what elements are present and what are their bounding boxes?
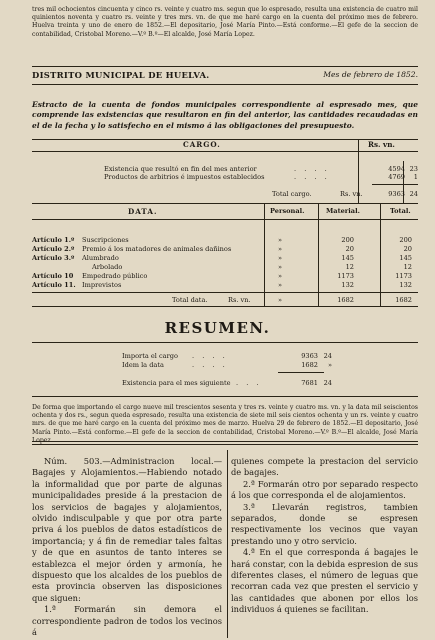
cargo-row-label: Existencia que resultó en fin del mes anterior: [104, 165, 257, 173]
article-left-column: [32, 456, 222, 639]
table-rule: [32, 306, 418, 307]
article-intro: Núm. 503.—Administracion local.—Bagajes y Alojamientos.—Habiendo notado la informalidad que por parte de algunas municipalidades preside á la prestacion de los servicios de bagajes y alojamientos, olvido indisculpable y que por otra parte priva á los pueblos de datos estadísticos de importancia; y á fin de remediar tales faltas y de que en asuntos de tanto interes se establezca el mejor órden y armonía, he dispuesto que los alcaldes de los pueblos de esta provincia observen las disposiciones que siguen:: [32, 456, 222, 603]
cargo-total-cents: 24: [409, 190, 418, 198]
resumen-cents: 24: [323, 352, 332, 360]
article-concept: Imprevistos: [82, 281, 122, 289]
cargo-row-label: Productos de arbitrios é impuestos establecidos: [104, 173, 265, 181]
divider: [32, 66, 418, 67]
resumen-title: RESUMEN.: [164, 319, 271, 337]
article-concept: Alumbrado: [82, 254, 119, 262]
cargo-heading: CARGO.: [183, 140, 221, 149]
total-value: 132: [399, 281, 412, 289]
cargo-total-amount: 9363: [388, 190, 405, 198]
table-row: [32, 272, 418, 280]
table-rule: [32, 203, 418, 204]
article-concept: Premio á los matadores de animales dañinos: [82, 245, 232, 253]
personal-value: »: [277, 281, 283, 289]
article-concept: Empedrado público: [82, 272, 148, 280]
material-value: 132: [341, 281, 354, 289]
table-row: [32, 236, 418, 244]
article-point-1-continued: quienes compete la prestacion del servicio de bagajes.: [231, 456, 418, 478]
data-total-row: [32, 296, 418, 304]
resumen-label: Importa el cargo: [122, 352, 178, 360]
table-row: [32, 245, 418, 253]
leader-dots: . . . .: [294, 165, 330, 173]
data-total-unit: Rs. vn.: [228, 296, 251, 304]
data-total-label: Total data.: [172, 296, 208, 304]
article-number: Artículo 1.º: [32, 236, 75, 244]
resumen-amount: 9363: [301, 352, 318, 360]
total-header: Total.: [390, 207, 411, 215]
article-point-3: 3.ª Llevarán registros, tambien separados, donde se espresen respectivamente los vecinos que vayan prestando uno y otro servicio.: [231, 501, 418, 546]
cargo-row-amount: 4594: [388, 165, 405, 173]
material-value: 20: [345, 245, 354, 253]
article-number: Artículo 3.º: [32, 254, 75, 262]
resumen-existence-row: [32, 379, 418, 387]
cargo-row-amount: 4769: [388, 173, 405, 181]
resumen-cents: »: [327, 361, 332, 369]
cargo-unit-header: Rs. vn.: [368, 140, 395, 149]
total-personal: »: [277, 296, 283, 304]
table-row: [32, 165, 418, 173]
extract-title: Estracto de la cuenta de fondos municipales correspondiente al espresado mes, que comprende las existencias que resultaron en fin del anterior, las cantidades recaudadas en el de la fecha y lo satisfecho en el mismo á las obligaciones del presupuesto.: [32, 100, 418, 130]
material-value: 12: [345, 263, 354, 271]
cargo-total-unit: Rs. vn.: [340, 190, 363, 198]
article-concept: Suscripciones: [82, 236, 129, 244]
article-point-2: 2.ª Formarán otro por separado respecto á los que corresponda el de alojamientos.: [231, 478, 418, 501]
article-point-1: 1.ª Formarán sin demora el correspondiente padron de todos los vecinos á: [32, 604, 222, 638]
personal-value: »: [277, 245, 283, 253]
total-value: 200: [399, 236, 412, 244]
resumen-amount: 1682: [301, 361, 318, 369]
article-number: Artículo 2.º: [32, 245, 75, 253]
total-value: 12: [403, 263, 412, 271]
leader-dots: . . .: [236, 379, 262, 387]
district-title: DISTRITO MUNICIPAL DE HUELVA.: [32, 70, 210, 80]
total-material: 1682: [337, 296, 354, 304]
leader-dots: . . . .: [192, 352, 228, 360]
sum-rule: [32, 292, 418, 293]
divider: [32, 84, 418, 85]
resumen-label: Idem la data: [122, 361, 164, 369]
total-value: 145: [399, 254, 412, 262]
divider: [32, 396, 418, 397]
table-row: [32, 263, 418, 271]
double-divider: [32, 441, 418, 445]
personal-value: »: [277, 236, 283, 244]
column-separator: [227, 450, 228, 638]
cargo-row-cents: 1: [413, 173, 418, 181]
resumen-row: [32, 352, 418, 360]
personal-value: »: [277, 263, 283, 271]
leader-dots: . . . .: [192, 361, 228, 369]
article-concept: Arbolado: [92, 263, 123, 271]
leader-dots: . . . .: [294, 173, 330, 181]
cargo-row-cents: 23: [409, 165, 418, 173]
cargo-total-row: [32, 190, 418, 198]
article-number: Artículo 10: [32, 272, 74, 280]
district-date: Mes de febrero de 1852.: [323, 70, 418, 79]
article-point-4: 4.ª En el que corresponda á bagajes le hará constar, con la debida espresion de sus diferentes clases, el número de leguas que recorran cada vez que presten el servicio y las cantidades que abonen por ellos los individuos á quienes se facilitan.: [231, 547, 418, 615]
table-rule: [32, 151, 418, 152]
existence-cents: 24: [323, 379, 332, 387]
sum-rule: [372, 184, 418, 185]
table-row: [32, 173, 418, 181]
personal-value: »: [277, 254, 283, 262]
material-header: Material.: [326, 207, 360, 215]
table-rule: [32, 219, 418, 220]
data-heading: DATA.: [128, 207, 158, 216]
total-value: 20: [403, 245, 412, 253]
intro-paragraph: tres mil ochocientos cincuenta y cinco rs. veinte y cuatro ms. segun que lo espresado, resulta una existencia de cuatro mil quinientos noventa y cuatro rs. veinte y tres mrs. vn. de que me haré cargo en la cuenta del próximo mes de febrero. Huelva treinta y uno de enero de 1852.—El depositario, José María Pinto.—Está conforme.—El gefe de la seccion de contabilidad, Cristobal Moreno.—V.º B.º—El alcalde, José María Lopez.: [32, 6, 418, 38]
table-row: [32, 281, 418, 289]
material-value: 145: [341, 254, 354, 262]
resumen-row: [32, 361, 418, 369]
divider: [32, 342, 418, 343]
personal-header: Personal.: [270, 207, 305, 215]
cargo-total-label: Total cargo.: [272, 190, 312, 198]
article-number: Artículo 11.: [32, 281, 76, 289]
total-value: 1173: [395, 272, 412, 280]
material-value: 200: [341, 236, 354, 244]
article-right-column: [231, 456, 418, 616]
existence-amount: 7681: [301, 379, 318, 387]
table-rule: [32, 139, 418, 140]
material-value: 1173: [337, 272, 354, 280]
table-row: [32, 254, 418, 262]
sum-rule: [278, 372, 324, 373]
closing-paragraph: De forma que importando el cargo nueve mil trescientos sesenta y tres rs. veinte y cuatro ms. vn. y la data mil seiscientos ochenta y dos rs., segun queda espresado, resulta una existencia de siete mil seis cientos ochenta y un rs. veinte y cuatro mrs. de que me haré cargo en la cuenta del próximo mes de marzo. Huelva 29 de febrero de 1852.—El depositario, José María Pinto.—Está conforme.—El gefe de la seccion de contabilidad, Cristobal Moreno.—V.º B.º—El alcalde, José María Lopez.: [32, 404, 418, 444]
personal-value: »: [277, 272, 283, 280]
total-total: 1682: [395, 296, 412, 304]
existence-label: Existencia para el mes siguiente: [122, 379, 231, 387]
